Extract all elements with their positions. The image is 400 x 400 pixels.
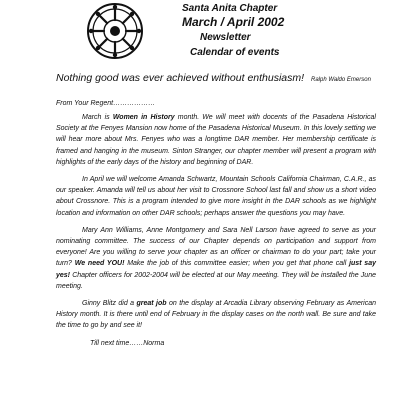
letter-body (56, 112, 376, 349)
great-job-emphasis: great job (136, 300, 167, 308)
paragraph-nominating: Mary Ann Williams, Anne Montgomery and Sara Nell Larson have agreed to serve as your nominating committee. The success of our Chapter depends on participation and support from everyone! Are you willing to serve your chapter as an officer or chairman to do your part; take your turn? We need YOU! Make the job of this committee easier; when you get that phone call just say yes! Chapter officers for 2002-2004 will be elected at our May meeting. They will be installed the June meeting. (56, 226, 376, 290)
quote-author: Ralph Waldo Emerson (310, 77, 371, 83)
chapter-name: Santa Anita Chapter (182, 3, 278, 14)
paragraph-display: Ginny Blitz did a great job on the display at Arcadia Library observing February as American History month. It is there until end of February in the display cases on the north wall. Be sure and take the time to go by and see it! (56, 300, 377, 330)
just-say-yes-emphasis: just say yes! (56, 260, 376, 279)
dar-seal-logo (86, 2, 144, 60)
signature: Till next time……Norma (90, 339, 165, 347)
paragraph-march: March is Women in History month. We will meet with docents of the Pasadena Historical Society at the Fenyes Mansion now home of the Pasadena Historical Museum. In this lovely setting we will hear more about Mrs. Fenyes who was a longtime DAR member. Her membership certificate is framed and hanging in the museum. Sinton Stranger, our chapter member will present a program with highlights of the early days of the history and beginning of DAR. (56, 114, 376, 166)
women-in-history-emphasis: Women in History (112, 114, 175, 121)
newsletter-header (160, 2, 380, 60)
newsletter-title: Newsletter (200, 32, 251, 43)
paragraph-april: In April we will welcome Amanda Schwartz, Mountain Schools California Chairman, C.A.R., as our speaker. Amanda will tell us about her visit to Crossnore School last fall and show us a short video about Crossnore. This is a program intended to give more insight in the DAR schools as we highlight location and information on other DAR schools; perhaps answer the questions you may have. (56, 176, 376, 217)
we-need-you-emphasis: We need YOU! (74, 260, 125, 268)
opening-quote (56, 72, 396, 87)
calendar-title: Calendar of events (190, 47, 280, 58)
issue-date: March / April 2002 (182, 15, 285, 29)
from-line: From Your Regent……………… (56, 100, 156, 107)
quote-text: Nothing good was ever achieved without enthusiasm! (56, 72, 305, 84)
